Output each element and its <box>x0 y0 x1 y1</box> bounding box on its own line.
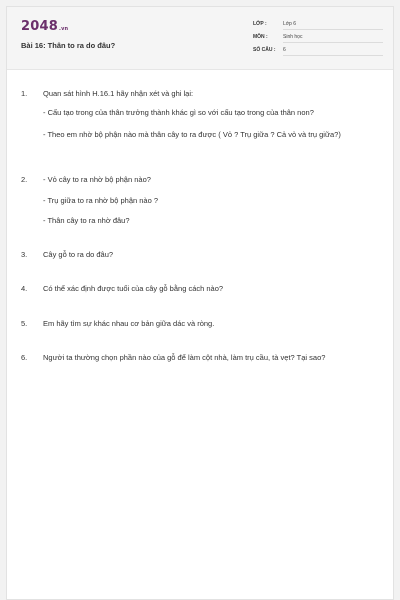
subject-label: MÔN : <box>253 34 268 40</box>
question-number: 2. <box>21 175 28 184</box>
worksheet <box>6 6 394 600</box>
question-number: 6. <box>21 353 28 362</box>
lesson-title: Bài 16: Thân to ra do đâu? <box>21 41 116 50</box>
question-number: 4. <box>21 284 28 293</box>
question-subitem: - Trụ giữa to ra nhờ bộ phận nào ? <box>43 196 159 205</box>
question-text: Quan sát hình H.16.1 hãy nhận xét và ghi lại: <box>43 89 194 98</box>
logo-text: 2048 <box>21 19 58 34</box>
question-number: 3. <box>21 250 28 259</box>
question-count-label: SỐ CÂU : <box>253 47 276 53</box>
question-subitem: - Cấu tạo trong của thân trưởng thành khác gì so với cấu tạo trong của thân non? <box>43 108 314 117</box>
question-text: Người ta thường chọn phần nào của gỗ để làm cột nhà, làm trụ cầu, tà vẹt? Tại sao? <box>43 353 326 362</box>
site-logo[interactable] <box>21 19 68 34</box>
question-number: 5. <box>21 319 28 328</box>
question-subitem: - Thân cây to ra nhờ đâu? <box>43 216 130 225</box>
worksheet-header <box>7 7 393 70</box>
class-label: LỚP : <box>253 21 267 27</box>
logo-suffix: .vn <box>58 26 69 32</box>
meta-row-class <box>253 19 383 32</box>
question-text: Cây gỗ to ra do đâu? <box>43 250 114 259</box>
class-value: Lớp 6 <box>283 21 383 30</box>
question-text: - Vỏ cây to ra nhờ bộ phận nào? <box>43 175 151 184</box>
question-number: 1. <box>21 89 28 98</box>
question-text: Em hãy tìm sự khác nhau cơ bản giữa dác và ròng. <box>43 319 215 328</box>
subject-value: Sinh học <box>283 34 383 43</box>
meta-row-subject <box>253 32 383 45</box>
question-subitem: - Theo em nhờ bộ phận nào mà thân cây to ra được ( Vỏ ? Trụ giữa ? Cả vỏ và trụ giữa?) <box>43 130 341 139</box>
meta-row-count <box>253 45 383 58</box>
question-text: Có thể xác định được tuổi của cây gỗ bằng cách nào? <box>43 284 224 293</box>
question-count-value: 6 <box>283 47 383 56</box>
meta-info <box>253 19 383 58</box>
